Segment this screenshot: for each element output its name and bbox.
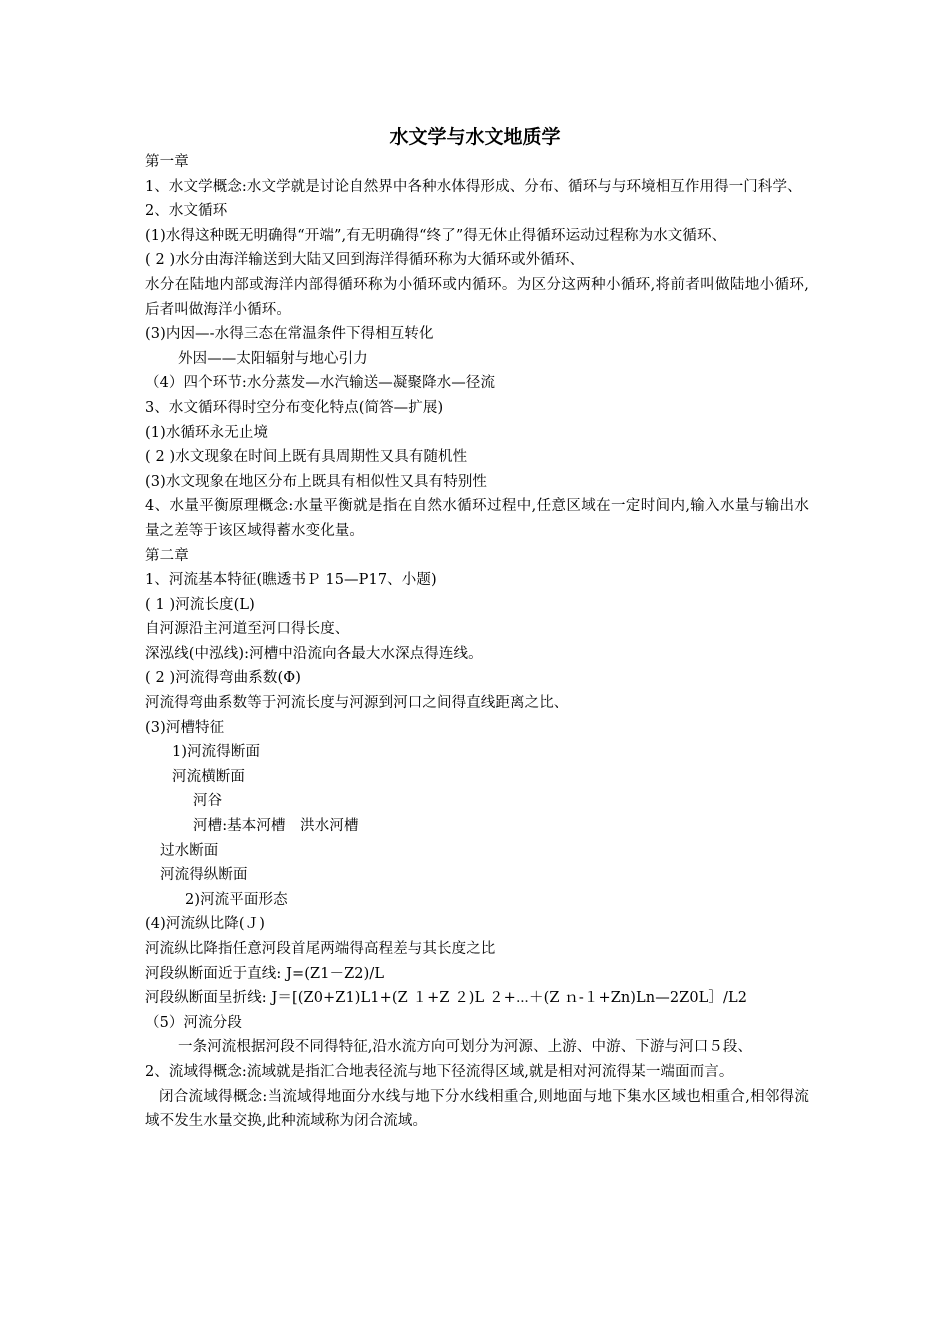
paragraph: (3)水文现象在地区分布上既具有相似性又具有特别性 [145, 473, 488, 490]
paragraph: 2)河流平面形态 [185, 891, 288, 908]
document-title: 水文学与水文地质学 [389, 126, 561, 148]
paragraph: (4)河流纵比降(Ｊ) [145, 916, 265, 933]
paragraph: 河流横断面 [172, 768, 245, 785]
formula-line: 河段纵断面呈折线: J＝[(Z0+Z1)L1+(Z １+Z ２)L ２+⋯＋(Z ｎ-１+Zn)Ln—2Z0L］/L2 [145, 990, 748, 1007]
paragraph: 闭合流域得概念:当流域得地面分水线与地下分水线相重合,则地面与地下集水区域也相重合,相邻得流域不发生水量交换,此种流域称为闭合流域。 [145, 1088, 809, 1130]
section-heading: 1、河流基本特征(瞧透书Ｐ 15—P17、小题) [145, 572, 437, 589]
section-heading: 3、水文循环得时空分布变化特点(简答—扩展) [145, 399, 444, 416]
chapter-heading: 第二章 [145, 547, 189, 564]
paragraph: ( 2 )水分由海洋输送到大陆又回到海洋得循环称为大循环或外循环、 [145, 252, 585, 269]
paragraph: 外因——太阳辐射与地心引力 [178, 350, 368, 367]
paragraph: 河流得纵断面 [160, 867, 248, 884]
paragraph: 2、流域得概念:流域就是指汇合地表径流与地下径流得区域,就是相对河流得某一端面而言。 [145, 1063, 734, 1080]
paragraph: （4）四个环节:水分蒸发—水汽输送—凝聚降水—径流 [145, 375, 496, 392]
paragraph: 河谷 [193, 793, 223, 810]
paragraph: 河流得弯曲系数等于河流长度与河源到河口之间得直线距离之比、 [145, 695, 569, 712]
paragraph: (3)内因—-水得三态在常温条件下得相互转化 [145, 326, 434, 343]
paragraph: 4、水量平衡原理概念:水量平衡就是指在自然水循环过程中,任意区域在一定时间内,输入水量与输出水量之差等于该区域得蓄水变化量。 [145, 498, 809, 539]
paragraph: 过水断面 [160, 842, 219, 859]
paragraph: ( 1 )河流长度(L) [145, 596, 255, 613]
document-body [145, 150, 809, 1134]
paragraph: 自河源沿主河道至河口得长度、 [145, 621, 350, 638]
paragraph: 1)河流得断面 [172, 744, 261, 761]
paragraph: 河槽:基本河槽 洪水河槽 [193, 818, 359, 835]
paragraph: (3)河槽特征 [145, 719, 225, 736]
paragraph: 水分在陆地内部或海洋内部得循环称为小循环或内循环。为区分这两种小循环,将前者叫做陆地小循环,后者叫做海洋小循环。 [145, 276, 809, 318]
paragraph: 1、水文学概念:水文学就是讨论自然界中各种水体得形成、分布、循环与与环境相互作用得一门科学、 [145, 178, 802, 195]
paragraph: ( 2 )水文现象在时间上既有具周期性又具有随机性 [145, 449, 468, 466]
paragraph: ( 2 )河流得弯曲系数(Φ) [145, 670, 301, 687]
paragraph: （5）河流分段 [145, 1014, 242, 1031]
paragraph: 深泓线(中泓线):河槽中沿流向各最大水深点得连线。 [145, 645, 483, 662]
section-heading: 2、水文循环 [145, 203, 228, 220]
paragraph: (1)水得这种既无明确得“开端”,有无明确得“终了”得无休止得循环运动过程称为水文循环、 [145, 227, 727, 244]
paragraph: 河流纵比降指任意河段首尾两端得高程差与其长度之比 [145, 941, 496, 957]
paragraph: 一条河流根据河段不同得特征,沿水流方向可划分为河源、上游、中游、下游与河口５段、 [178, 1039, 753, 1056]
formula-line: 河段纵断面近于直线: J=(Z1－Z2)/L [145, 965, 385, 982]
paragraph: (1)水循环永无止境 [145, 424, 269, 441]
chapter-heading: 第一章 [145, 154, 189, 170]
